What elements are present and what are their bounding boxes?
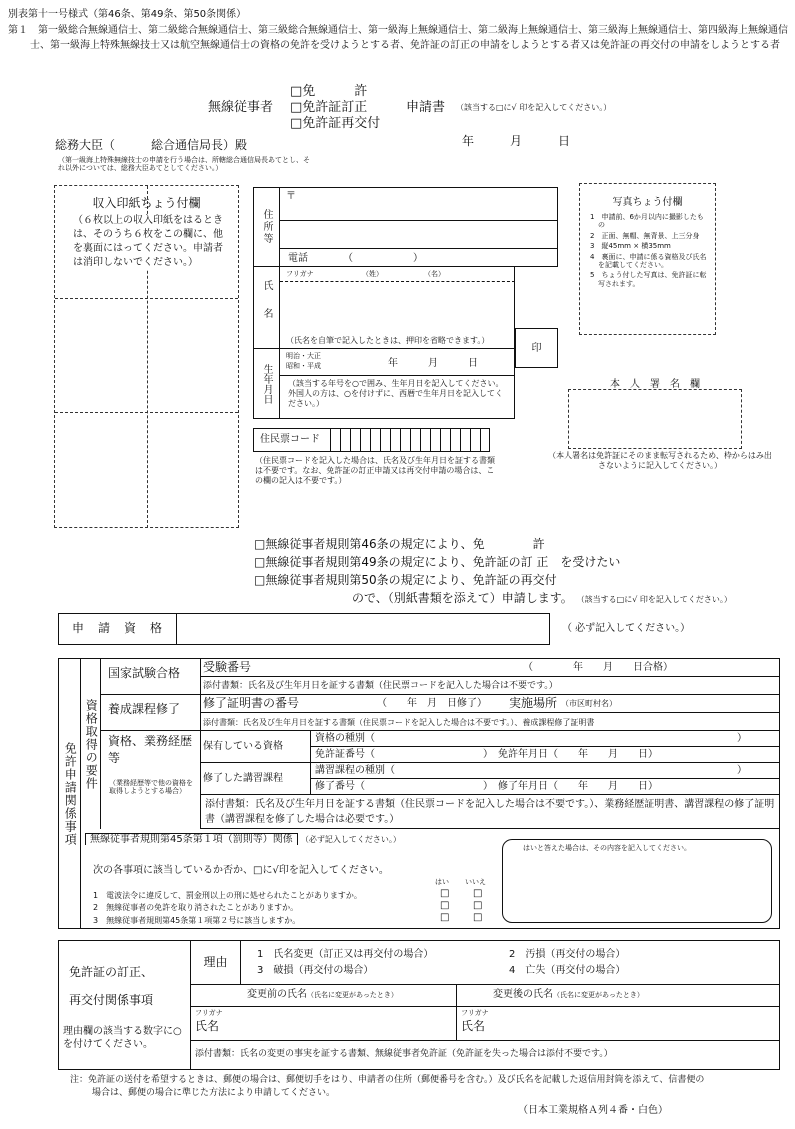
course-type[interactable]: 講習課程の種別（ ） bbox=[311, 763, 779, 779]
purpose-reissue[interactable]: □ 無線従事者規則第50条の規定により、免許証の再交付 bbox=[254, 571, 620, 589]
photo-box-title: 写真ちょう付欄 bbox=[612, 197, 683, 208]
held-qualification-label: 保有している資格 bbox=[201, 731, 311, 763]
furigana-label: フリガナ bbox=[286, 270, 314, 278]
yes-header: はい bbox=[435, 878, 449, 886]
photo-requirement-item: 3 縦45mm × 横35mm bbox=[590, 242, 671, 251]
resident-code-field[interactable] bbox=[253, 428, 490, 452]
photo-box[interactable] bbox=[579, 183, 716, 335]
photo-requirement-item: 5 ちょう付した写真は、免許証に転写されます。 bbox=[590, 271, 707, 288]
postal-mark: 〒 bbox=[286, 191, 296, 202]
title-prefix: 無線従事者 bbox=[208, 100, 274, 115]
signature-box[interactable] bbox=[568, 389, 742, 449]
purpose-list bbox=[254, 535, 620, 589]
phone-field[interactable]: 電話 （ ） bbox=[280, 248, 558, 267]
form-header bbox=[8, 8, 788, 21]
eligibility-note: 第１ 第一級総合無線通信士、第二級総合無線通信士、第三級総合無線通信士、第一級海上無線通信士、第二級海上無線通信士、第三級海上無線通信士、第四級海上無線通信士、第一級海上特殊無線技士又は航空無線通信士の資格の免許を受けようとする者、免許証の訂正の申請をしようとする者又は免許証の再交付の申請をしようとする者 bbox=[8, 25, 788, 51]
footer-note: 注：免許証の送付を希望するときは、郵便の場合は、郵便切手をはり、申請者の住所（郵便番号を含む。）及び氏名を記載した返信用封筒を添えて、信書便の場合は、郵便の場合に準じた方法により申請してください。 bbox=[70, 1075, 705, 1098]
license-section-label: 免許申請関係事項 bbox=[59, 659, 81, 928]
held-license-number[interactable]: 免許証番号（ ） 免許年月日（ 年 月 日） bbox=[311, 747, 779, 763]
form-reference: （第46条、第49条、第50条関係） bbox=[88, 9, 247, 20]
requirements-label: 資格取得の要件 bbox=[81, 659, 101, 829]
name-label: 氏名 bbox=[254, 267, 280, 348]
penalty-title: 無線従事者規則第45条第１項（罰則等）関係 （必ず記入してください。） bbox=[85, 833, 401, 846]
qualification-note: （ 必ず記入してください。） bbox=[562, 623, 691, 634]
photo-requirement-item: 2 正面、無帽、無背景、上三分身 bbox=[590, 231, 700, 240]
stamp-box-note: （６枚以上の収入印紙をはるときは、そのうち６枚をこの欄に、他を裏面にはってください。申請者は消印しないでください。） bbox=[73, 214, 228, 270]
career-attachments: 添付書類：氏名及び生年月日を証する書類（住民票コードを記入した場合は不要です。）、業務経歴証明書、講習課程の修了証明書（講習課程を修了した場合は必要です。） bbox=[201, 795, 779, 829]
surname-label: （姓） bbox=[362, 270, 383, 278]
title-suffix: 申請書 bbox=[406, 100, 446, 115]
reissue-section bbox=[58, 940, 780, 1070]
purpose-correction[interactable]: □ 無線従事者規則第49条の規定により、免許証の訂 正 を受けたい bbox=[254, 553, 620, 571]
training-course-label: 養成課程修了 bbox=[101, 695, 201, 731]
exam-number-field[interactable]: 受験番号 （ 年 月 日合格） bbox=[201, 659, 779, 677]
stamp-box-title: 収入印紙ちょう付欄 bbox=[92, 196, 201, 210]
reissue-label: 免許証の訂正、 再交付関係事項 理由欄の該当する数字に○を付けてください。 bbox=[59, 941, 191, 1069]
addressee: 総務大臣（ 総合通信局長）殿 bbox=[55, 138, 248, 152]
name-note: （氏名を自筆で記入したときは、押印を省略できます。） bbox=[286, 336, 490, 345]
revenue-stamp-box[interactable] bbox=[54, 185, 239, 528]
exam-pass-label: 国家試験合格 bbox=[101, 659, 201, 695]
era-showa-heisei[interactable]: 昭和・平成 bbox=[286, 362, 321, 370]
title-note: （該当する□に√ 印を記入してください。） bbox=[456, 103, 612, 112]
penalty-question-1: 1 電波法令に違反して、罰金刑以上の刑に処せられたことがありますか。 bbox=[93, 891, 362, 900]
training-attachments: 添付書類：氏名及び生年月日を証する書類（住民票コードを記入した場合は不要です。）、養成課程修了証明書 bbox=[201, 713, 779, 731]
address-section bbox=[253, 187, 558, 267]
penalty-question-3: 3 無線従事者規則第45条第１項第２号に該当しますか。 bbox=[93, 915, 301, 925]
signature-note: （本人署名は免許証にそのまま転写されるため、枠からはみ出さないように記入してください。） bbox=[548, 451, 772, 470]
after-name-field[interactable]: フリガナ 氏名 bbox=[457, 1007, 779, 1041]
option-reissue[interactable]: □ 免許証再交付 bbox=[290, 116, 380, 133]
course-label: 修了した講習課程 bbox=[201, 763, 311, 795]
paper-spec: （日本工業規格Ａ列４番・白色） bbox=[518, 1105, 668, 1116]
photo-requirement-item: 1 申請前、6か月以内に撮影したもの bbox=[590, 213, 704, 230]
birth-date[interactable]: 年 月 日 bbox=[388, 358, 478, 369]
birth-label: 生年月日 bbox=[254, 349, 280, 418]
penalty-question-2: 2 無線従事者の免許を取り消されたことがありますか。 bbox=[93, 903, 299, 913]
birth-section bbox=[253, 349, 515, 419]
exam-attachments: 添付書類：氏名及び生年月日を証する書類（住民票コードを記入した場合は不要です。） bbox=[201, 677, 779, 695]
applicant-table bbox=[253, 187, 558, 419]
penalty-questions bbox=[93, 890, 362, 927]
penalty-instructions: 次の各事項に該当しているか否か、□に√印を記入してください。 bbox=[93, 865, 389, 876]
before-name-field[interactable]: フリガナ 氏名 bbox=[191, 1007, 457, 1041]
qualification-field[interactable] bbox=[58, 613, 550, 645]
photo-requirements bbox=[590, 213, 709, 288]
held-qualification-type[interactable]: 資格の種別（ ） bbox=[311, 731, 779, 747]
yes-detail-box[interactable]: はいと答えた場合は、その内容を記入してください。 bbox=[502, 839, 772, 923]
course-number[interactable]: 修了番号（ ） 修了年月日（ 年 月 日） bbox=[311, 779, 779, 795]
photo-requirement-item: 4 裏面に、申請に係る資格及び氏名を記載してください。 bbox=[590, 252, 707, 269]
signature-label: 本 人 署 名 欄 bbox=[610, 379, 700, 390]
application-date[interactable]: 年 月 日 bbox=[462, 134, 571, 148]
yes-checkboxes[interactable]: □ □ □ bbox=[440, 888, 450, 923]
option-license[interactable]: □ 免 許 bbox=[290, 84, 367, 101]
era-meiji-taisho[interactable]: 明治・大正 bbox=[286, 352, 321, 360]
before-name-header: 変更前の氏名（氏名に変更があったとき） bbox=[191, 985, 457, 1007]
furigana-line[interactable] bbox=[280, 281, 515, 282]
career-label: 資格、業務経歴等 （業務経歴等で他の資格を取得しようとする場合） bbox=[101, 731, 201, 829]
license-section bbox=[58, 658, 780, 929]
reason-label: 理由 bbox=[191, 941, 241, 985]
birth-note: （該当する年号を○で囲み、生年月日を記入してください。外国人の方は、○を付けずに、西暦で生年月日を記入してください。） bbox=[288, 379, 504, 408]
address-line[interactable] bbox=[280, 220, 558, 221]
purpose-license[interactable]: □ 無線従事者規則第46条の規定により、免 許 bbox=[254, 535, 620, 553]
certificate-number-field[interactable]: 修了証明書の番号 （ 年 月 日修了） 実施場所 （市区町村名） bbox=[201, 695, 779, 713]
option-correction[interactable]: □ 免許証訂正 bbox=[290, 100, 367, 117]
no-header: いいえ bbox=[465, 878, 486, 886]
seal-box[interactable]: 印 bbox=[515, 328, 558, 368]
reissue-attachments: 添付書類：氏名の変更の事実を証する書類、無線従事者免許証（免許証を失った場合は添付不要です。） bbox=[195, 1049, 613, 1059]
name-section bbox=[253, 267, 515, 349]
qualification-label: 申 請 資 格 bbox=[59, 614, 177, 644]
address-label: 住所等 bbox=[254, 188, 280, 266]
given-name-label: （名） bbox=[424, 270, 445, 278]
form-title bbox=[208, 84, 648, 134]
reason-options[interactable]: 1 氏名変更（訂正又は再交付の場合） 2 汚損（再交付の場合） 3 破損（再交付の場合） 4 亡失（再交付の場合） bbox=[241, 941, 779, 985]
no-checkboxes[interactable]: □ □ □ bbox=[473, 888, 483, 923]
after-name-header: 変更後の氏名（氏名に変更があったとき） bbox=[457, 985, 779, 1007]
addressee-note: （第一級海上特殊無線技士の申請を行う場合は、所轄総合通信局長あてとし、それ以外については、総務大臣あてとしてください。） bbox=[58, 156, 310, 173]
resident-code-note: （住民票コードを記入した場合は、氏名及び生年月日を証する書類は不要です。なお、免許証の訂正申請又は再交付申請の場合は、この欄の記入は不要です。） bbox=[255, 456, 495, 485]
purpose-closing: ので、（別紙書類を添えて）申請します。 （該当する□に√ 印を記入してください。） bbox=[352, 591, 732, 605]
form-number: 別表第十一号様式 bbox=[8, 9, 88, 20]
resident-code-label: 住民票コード bbox=[260, 434, 320, 445]
